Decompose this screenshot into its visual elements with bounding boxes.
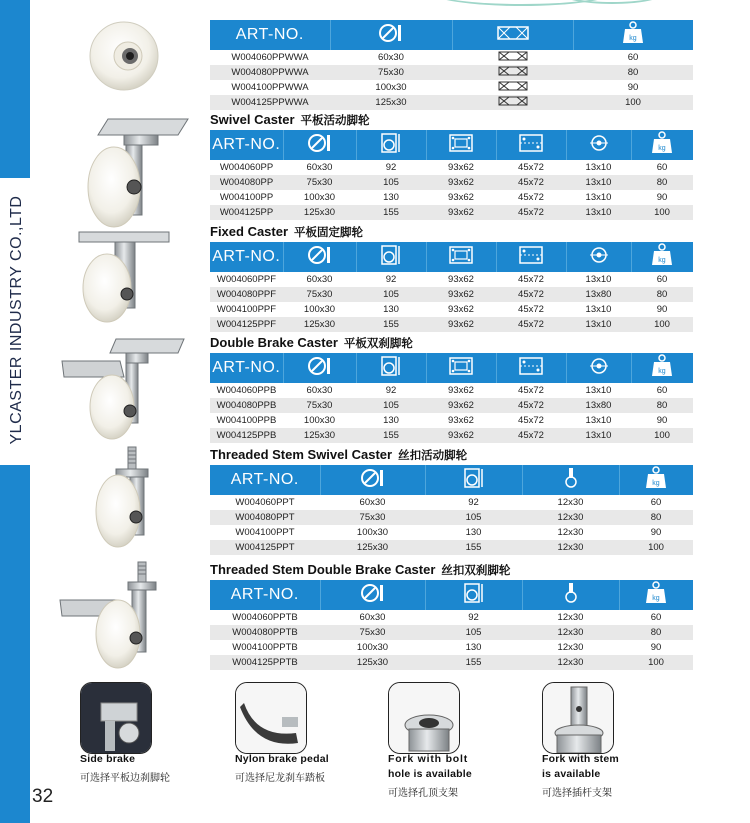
bolt-hole-size-icon — [588, 356, 610, 381]
spec-cell: 100x30 — [303, 415, 336, 426]
overall-height-icon — [463, 467, 485, 494]
spec-cell: 13x10 — [585, 192, 612, 203]
option-side-brake-label: Side brake — [80, 753, 136, 765]
spec-cell: 60 — [650, 497, 662, 508]
spec-cell: 60x30 — [378, 52, 404, 63]
table-row — [210, 495, 693, 510]
spec-cell: 125x30 — [330, 95, 452, 110]
table-row — [210, 510, 693, 525]
spec-cell: 93x62 — [448, 274, 474, 285]
art-no-cell: W004080PPWWA — [210, 65, 330, 80]
bolt-hole-size-icon — [588, 245, 610, 270]
spec-cell: 130 — [383, 192, 399, 203]
spec-cell: 130 — [383, 304, 399, 315]
spec-cell: 60 — [656, 385, 668, 396]
spec-cell: 93x62 — [426, 428, 496, 443]
spec-cell: 45x72 — [518, 415, 544, 426]
spec-cell: 75x30 — [283, 398, 356, 413]
table-row — [210, 160, 693, 175]
spec-cell: 12x30 — [522, 655, 619, 670]
load-weight-icon — [645, 581, 667, 610]
spec-cell: 100 — [631, 205, 693, 220]
spec-cell: 100x30 — [303, 304, 336, 315]
spec-cell: 60 — [627, 52, 639, 63]
art-no-cell: W004125PPWWA — [210, 95, 330, 110]
art-no-cell: W004060PPWWA — [231, 52, 309, 63]
spec-cell: 105 — [425, 510, 522, 525]
sidebar-band-bottom — [0, 465, 30, 823]
art-no-cell: W004080PPF — [210, 287, 283, 302]
spec-cell: 13x10 — [585, 415, 612, 426]
spec-cell: 90 — [656, 415, 668, 426]
option-nylon-pedal-label: Nylon brake pedal — [235, 753, 329, 765]
spec-cell: 45x72 — [518, 192, 544, 203]
spec-cell: 100x30 — [303, 192, 336, 203]
sidebar-band-top — [0, 0, 30, 178]
spec-cell: 100 — [631, 428, 693, 443]
art-no-cell: W004080PPTB — [210, 625, 320, 640]
bearing-icon — [452, 95, 573, 110]
art-no-cell: W004100PP — [219, 192, 274, 203]
spec-cell: 93x62 — [426, 205, 496, 220]
art-no-cell: W004080PPT — [210, 510, 320, 525]
company-name: YLCASTER INDUSTRY CO.,LTD — [8, 195, 25, 445]
swivel-caster-image — [78, 115, 193, 230]
wheel-size-icon — [360, 582, 386, 609]
spec-cell: 155 — [356, 205, 426, 220]
table-row — [210, 398, 693, 413]
wheel-spec-table — [210, 20, 693, 110]
option-nylon-pedal-cn: 可选择尼龙刹车踏板 — [235, 773, 325, 784]
overall-height-icon — [380, 132, 402, 159]
spec-cell: 125x30 — [320, 655, 425, 670]
spec-cell: 93x62 — [426, 175, 496, 190]
table-row — [210, 655, 693, 670]
bearing-icon — [452, 50, 573, 65]
bolt-hole-spacing-icon — [518, 133, 544, 158]
spec-cell: 12x30 — [522, 540, 619, 555]
spec-cell: 100 — [619, 655, 693, 670]
fork-bolt-hole-thumbnail — [388, 682, 460, 754]
spec-cell: 155 — [425, 540, 522, 555]
spec-cell: 45x72 — [518, 304, 544, 315]
section-title-double-brake: Double Brake Caster 平板双刹脚轮 — [210, 335, 413, 350]
threaded-stem-swivel-image — [90, 445, 170, 555]
spec-cell: 155 — [356, 428, 426, 443]
side-brake-thumbnail — [80, 682, 152, 754]
wheel-size-icon — [307, 132, 333, 159]
load-weight-icon — [645, 466, 667, 495]
header-art-no: ART-NO. — [210, 130, 283, 160]
art-no-cell: W004100PPT — [235, 527, 295, 538]
spec-cell: 60x30 — [306, 385, 333, 396]
spec-cell: 60 — [656, 162, 668, 173]
wheel-size-icon — [378, 22, 404, 49]
threaded-brake-spec-table — [210, 580, 693, 670]
spec-cell: 45x72 — [496, 205, 566, 220]
option-fork-stem-label-2: is available — [542, 768, 601, 780]
spec-cell: 60x30 — [306, 162, 333, 173]
spec-cell: 12x30 — [557, 612, 584, 623]
spec-cell: 13x10 — [585, 304, 612, 315]
header-art-no: ART-NO. — [210, 20, 330, 50]
spec-cell: 125x30 — [283, 205, 356, 220]
bolt-hole-spacing-icon — [518, 245, 544, 270]
spec-cell: 80 — [631, 398, 693, 413]
spec-cell: 13x80 — [566, 398, 631, 413]
spec-cell: 93x62 — [426, 398, 496, 413]
table-row — [210, 317, 693, 332]
spec-cell: 12x30 — [522, 625, 619, 640]
option-fork-bolt-label-2: hole is available — [388, 768, 472, 780]
table-row — [210, 95, 693, 110]
bearing-icon — [452, 65, 573, 80]
spec-cell: 12x30 — [557, 642, 584, 653]
table-row — [210, 428, 693, 443]
table-row — [210, 383, 693, 398]
spec-cell: 45x72 — [496, 175, 566, 190]
fork-stem-thumbnail — [542, 682, 614, 754]
art-no-cell: W004060PPF — [216, 274, 277, 285]
spec-cell: 92 — [385, 385, 397, 396]
spec-cell: 105 — [356, 398, 426, 413]
spec-cell: 105 — [356, 175, 426, 190]
table-row — [210, 65, 693, 80]
load-weight-icon — [651, 243, 673, 272]
spec-cell: 45x72 — [518, 162, 544, 173]
wheel-only-image — [88, 20, 160, 92]
wheel-size-icon — [307, 244, 333, 271]
spec-cell: 93x62 — [426, 317, 496, 332]
spec-cell: 80 — [631, 287, 693, 302]
art-no-cell: W004100PPF — [216, 304, 277, 315]
spec-cell: 13x80 — [566, 287, 631, 302]
option-side-brake-cn: 可选择平板边刹脚轮 — [80, 773, 170, 784]
spec-cell: 13x10 — [585, 162, 612, 173]
art-no-cell: W004125PPB — [210, 428, 283, 443]
spec-cell: 13x10 — [585, 274, 612, 285]
spec-cell: 155 — [356, 317, 426, 332]
svg-text:kg: kg — [658, 256, 666, 264]
load-weight-icon — [622, 21, 644, 50]
header-art-no: ART-NO. — [210, 353, 283, 383]
spec-cell: 75x30 — [283, 175, 356, 190]
spec-cell: 60 — [650, 612, 662, 623]
page-number: 32 — [32, 786, 54, 807]
stem-size-icon — [561, 467, 581, 494]
spec-cell: 45x72 — [518, 274, 544, 285]
header-art-no: ART-NO. — [210, 465, 320, 495]
spec-cell: 13x10 — [566, 428, 631, 443]
threaded-swivel-spec-table — [210, 465, 693, 555]
spec-cell: 13x10 — [566, 175, 631, 190]
spec-cell: 45x72 — [496, 317, 566, 332]
spec-cell: 60 — [656, 274, 668, 285]
fixed-spec-table — [210, 242, 693, 332]
table-row — [210, 302, 693, 317]
spec-cell: 13x10 — [585, 385, 612, 396]
wheel-size-icon — [360, 467, 386, 494]
table-row — [210, 287, 693, 302]
spec-cell: 80 — [619, 510, 693, 525]
art-no-cell: W004125PP — [210, 205, 283, 220]
svg-text:kg: kg — [652, 594, 660, 602]
header-art-no: ART-NO. — [210, 242, 283, 272]
overall-height-icon — [463, 582, 485, 609]
spec-cell: 45x72 — [496, 428, 566, 443]
svg-text:kg: kg — [652, 479, 660, 487]
option-fork-stem-cn: 可选择插杆支架 — [542, 788, 612, 799]
load-weight-icon — [651, 131, 673, 160]
svg-text:kg: kg — [658, 144, 666, 152]
overall-height-icon — [380, 244, 402, 271]
svg-text:kg: kg — [629, 34, 637, 42]
table-row — [210, 625, 693, 640]
spec-cell: 100 — [631, 317, 693, 332]
spec-cell: 90 — [650, 527, 662, 538]
spec-cell: 45x72 — [518, 385, 544, 396]
spec-cell: 92 — [468, 612, 479, 623]
spec-cell: 130 — [383, 415, 399, 426]
spec-cell: 100x30 — [356, 527, 389, 538]
spec-cell: 80 — [619, 625, 693, 640]
table-row — [210, 272, 693, 287]
double-brake-caster-image — [60, 335, 190, 443]
table-row — [210, 50, 693, 65]
spec-cell: 60x30 — [359, 612, 386, 623]
spec-cell: 90 — [656, 192, 668, 203]
art-no-cell: W004060PPTB — [232, 612, 298, 623]
spec-cell: 93x62 — [448, 385, 474, 396]
spec-cell: 105 — [356, 287, 426, 302]
spec-cell: 92 — [385, 274, 397, 285]
spec-cell: 13x10 — [566, 317, 631, 332]
spec-cell: 90 — [650, 642, 662, 653]
spec-cell: 90 — [656, 304, 668, 315]
spec-cell: 90 — [627, 82, 639, 93]
section-title-swivel: Swivel Caster 平板活动脚轮 — [210, 112, 370, 127]
spec-cell: 75x30 — [320, 625, 425, 640]
nylon-brake-pedal-thumbnail — [235, 682, 307, 754]
spec-cell: 100x30 — [375, 82, 407, 93]
option-fork-bolt-label: Fork with bolt — [388, 753, 469, 765]
bolt-hole-spacing-icon — [518, 356, 544, 381]
swivel-spec-table — [210, 130, 693, 220]
spec-cell: 12x30 — [557, 497, 584, 508]
spec-cell: 105 — [425, 625, 522, 640]
table-row — [210, 540, 693, 555]
svg-text:kg: kg — [658, 367, 666, 375]
bolt-hole-size-icon — [588, 133, 610, 158]
spec-cell: 93x62 — [448, 162, 474, 173]
spec-cell: 45x72 — [496, 287, 566, 302]
overall-height-icon — [380, 355, 402, 382]
spec-cell: 13x10 — [566, 205, 631, 220]
spec-cell: 125x30 — [283, 317, 356, 332]
art-no-cell: W004125PPTB — [210, 655, 320, 670]
art-no-cell: W004100PPWWA — [231, 82, 309, 93]
spec-cell: 75x30 — [283, 287, 356, 302]
spec-cell: 130 — [465, 527, 482, 538]
spec-cell: 80 — [631, 175, 693, 190]
spec-cell: 100x30 — [356, 642, 389, 653]
bearing-icon — [452, 80, 573, 95]
spec-cell: 80 — [573, 65, 693, 80]
art-no-cell: W004060PPB — [216, 385, 277, 396]
top-plate-icon — [448, 133, 474, 158]
section-title-threaded-swivel: Threaded Stem Swivel Caster 丝扣活动脚轮 — [210, 447, 468, 462]
spec-cell: 93x62 — [448, 415, 474, 426]
table-row — [210, 205, 693, 220]
spec-cell: 125x30 — [320, 540, 425, 555]
top-plate-icon — [448, 356, 474, 381]
spec-cell: 75x30 — [320, 510, 425, 525]
wheel-size-icon — [307, 355, 333, 382]
bearing-icon — [496, 25, 530, 46]
art-no-cell: W004125PPT — [210, 540, 320, 555]
art-no-cell: W004100PPTB — [232, 642, 298, 653]
art-no-cell: W004060PPT — [235, 497, 295, 508]
table-row — [210, 640, 693, 655]
spec-cell: 12x30 — [557, 527, 584, 538]
option-fork-stem-label: Fork with stem — [542, 753, 619, 765]
art-no-cell: W004100PPB — [216, 415, 277, 426]
threaded-stem-brake-image — [58, 560, 178, 672]
spec-cell: 155 — [425, 655, 522, 670]
header-art-no: ART-NO. — [210, 580, 320, 610]
spec-cell: 92 — [468, 497, 479, 508]
table-row — [210, 525, 693, 540]
table-row — [210, 413, 693, 428]
spec-cell: 100 — [619, 540, 693, 555]
art-no-cell: W004080PPB — [210, 398, 283, 413]
double-brake-spec-table — [210, 353, 693, 443]
spec-cell: 92 — [385, 162, 397, 173]
spec-cell: 45x72 — [496, 398, 566, 413]
load-weight-icon — [651, 354, 673, 383]
table-row — [210, 610, 693, 625]
spec-cell: 93x62 — [448, 192, 474, 203]
spec-cell: 93x62 — [448, 304, 474, 315]
fixed-caster-image — [75, 228, 175, 328]
spec-cell: 100 — [573, 95, 693, 110]
section-title-fixed: Fixed Caster 平板固定脚轮 — [210, 224, 364, 239]
stem-size-icon — [561, 582, 581, 609]
spec-cell: 60x30 — [359, 497, 386, 508]
spec-cell: 12x30 — [522, 510, 619, 525]
table-row — [210, 80, 693, 95]
spec-cell: 93x62 — [426, 287, 496, 302]
table-row — [210, 190, 693, 205]
art-no-cell: W004080PP — [210, 175, 283, 190]
art-no-cell: W004060PP — [219, 162, 274, 173]
spec-cell: 75x30 — [330, 65, 452, 80]
art-no-cell: W004125PPF — [210, 317, 283, 332]
table-row — [210, 175, 693, 190]
section-title-threaded-brake: Threaded Stem Double Brake Caster 丝扣双刹脚轮 — [210, 562, 511, 577]
top-plate-icon — [448, 245, 474, 270]
spec-cell: 130 — [465, 642, 482, 653]
spec-cell: 60x30 — [306, 274, 333, 285]
option-fork-bolt-cn: 可选择孔顶支架 — [388, 788, 458, 799]
spec-cell: 125x30 — [283, 428, 356, 443]
